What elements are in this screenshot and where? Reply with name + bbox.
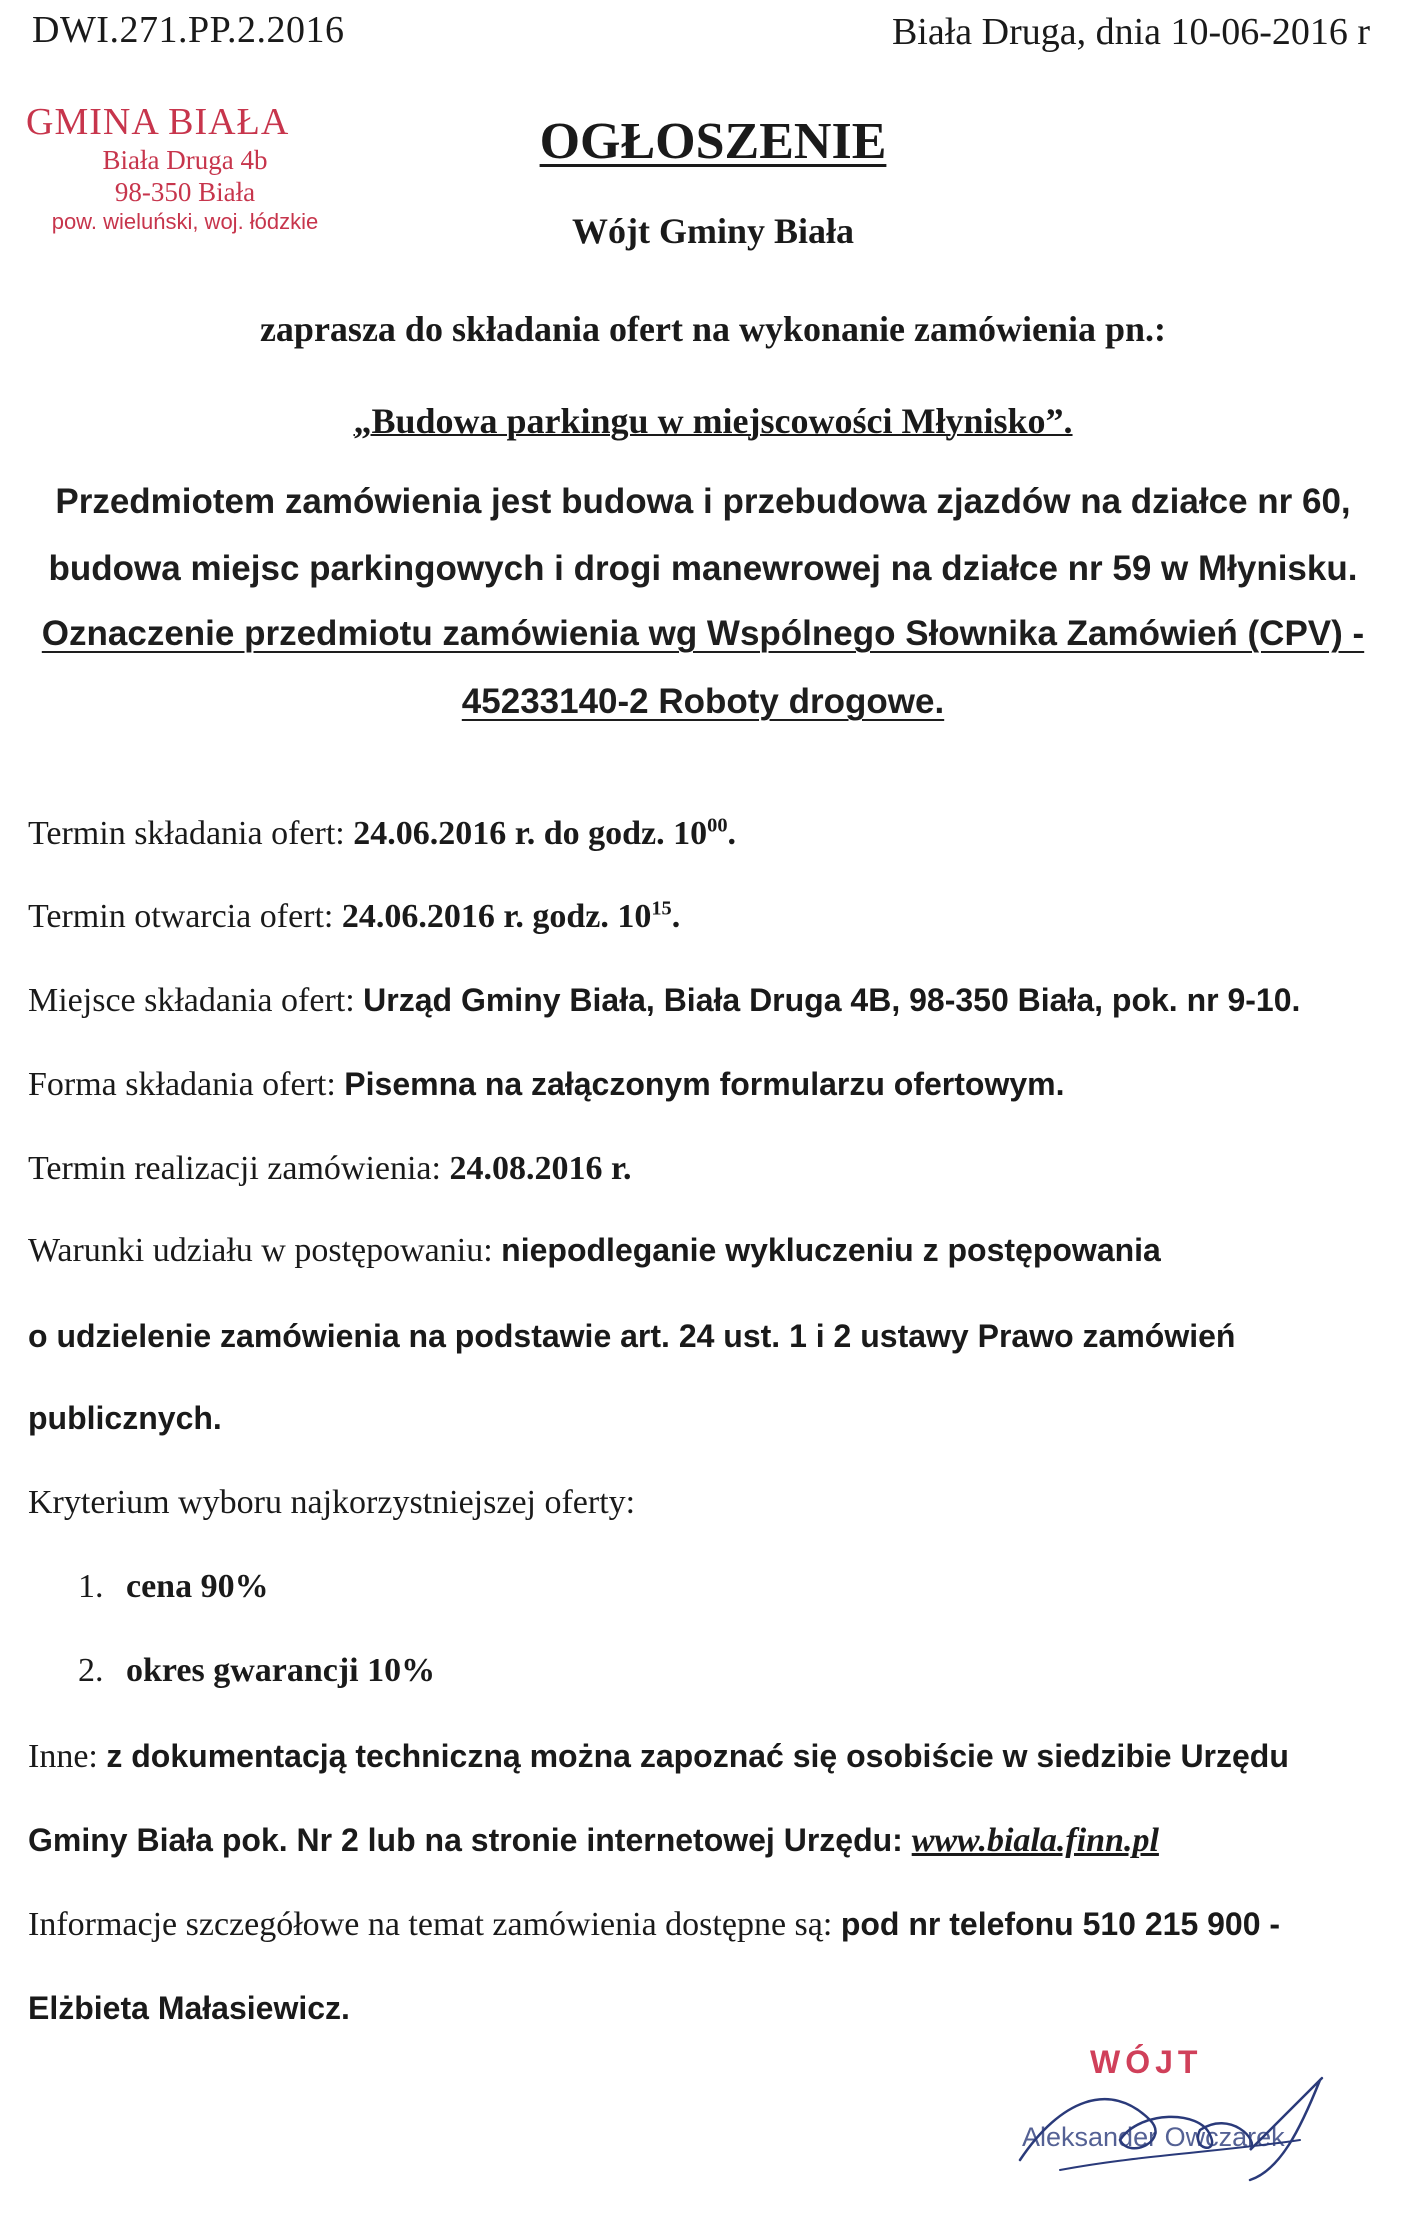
realization-label: Termin realizacji zamówienia: [28, 1150, 441, 1187]
stamp-line-name: GMINA BIAŁA [26, 101, 290, 143]
page-title: OGŁOSZENIE [539, 113, 887, 170]
info-row [28, 1906, 1280, 1944]
signature-role: WÓJT [1090, 2044, 1203, 2080]
realization-row [28, 1150, 631, 1188]
other-label: Inne: [28, 1738, 98, 1775]
offer-form-value: Pisemna na załączonym formularzu ofertowym. [344, 1066, 1065, 1102]
criteria-item [78, 1568, 269, 1606]
handwritten-signature-icon [1000, 2040, 1360, 2190]
contact-person: Elżbieta Małasiewicz. [28, 1990, 350, 2026]
invitation-text: zaprasza do składania ofert na wykonanie zamówienia pn.: [259, 309, 1167, 349]
criteria-item-text: okres gwarancji 10% [126, 1652, 436, 1689]
conditions-value: niepodleganie wykluczeniu z postępowania [501, 1232, 1161, 1268]
order-subject [0, 468, 1406, 602]
offer-deadline-value: 24.06.2016 r. do godz. $10^{00}$. [353, 814, 737, 852]
info-label: Informacje szczegółowe na temat zamówienia dostępne są: [28, 1906, 833, 1943]
conditions-continuation-2: publicznych. [28, 1400, 222, 1436]
opening-value: 24.06.2016 r. godz. $10^{15}$. [341, 897, 681, 935]
conditions-label: Warunki udziału w postępowaniu: [28, 1232, 493, 1269]
offer-place-row [28, 982, 1300, 1020]
other-continuation-text: Gminy Biała pok. Nr 2 lub na stronie internetowej Urzędu: [28, 1822, 903, 1858]
conditions-row [28, 1232, 1161, 1270]
stamp-line-postal: 98-350 Biała [114, 177, 256, 207]
conditions-continuation-1: o udzielenie zamówienia na podstawie art. 24 ust. 1 i 2 ustawy Prawo zamówień [28, 1318, 1236, 1354]
offer-deadline-row [28, 815, 736, 853]
stamp-line-street: Biała Druga 4b [102, 145, 268, 175]
offer-place-label: Miejsce składania ofert: [28, 982, 355, 1019]
stamp-line-district: pow. wieluński, woj. łódzkie [51, 209, 319, 234]
cpv-code [0, 600, 1406, 736]
other-row [28, 1738, 1289, 1776]
cpv-line-1: Oznaczenie przedmiotu zamówienia wg Wspólnego Słownika Zamówień (CPV) - [41, 614, 1365, 653]
place-date: Biała Druga, dnia 10-06-2016 r [891, 11, 1370, 53]
cpv-line-2: 45233140-2 Roboty drogowe. [461, 682, 945, 721]
criteria-item [78, 1652, 435, 1690]
realization-value: 24.08.2016 r. [449, 1150, 632, 1187]
offer-form-label: Forma składania ofert: [28, 1066, 336, 1103]
project-name: „Budowa parkingu w miejscowości Młynisko”. [353, 401, 1073, 441]
other-value: z dokumentacją techniczną można zapoznać się osobiście w siedzibie Urzędu [106, 1738, 1289, 1774]
opening-row [28, 898, 680, 936]
criteria-item-number: 2. [78, 1652, 104, 1689]
info-value: pod nr telefonu 510 215 900 - [840, 1906, 1281, 1942]
website-link[interactable]: www.biala.finn.pl [911, 1822, 1159, 1859]
document-reference: DWI.271.PP.2.2016 [32, 9, 345, 51]
opening-label: Termin otwarcia ofert: [28, 898, 334, 935]
criteria-item-number: 1. [78, 1568, 104, 1605]
other-continuation [28, 1822, 1159, 1860]
criteria-label: Kryterium wyboru najkorzystniejszej oferty: [28, 1484, 636, 1521]
offer-form-row [28, 1066, 1064, 1104]
order-subject-line-1: Przedmiotem zamówienia jest budowa i przebudowa zjazdów na działce nr 60, [55, 482, 1351, 521]
offer-place-value: Urząd Gminy Biała, Biała Druga 4B, 98-350 Biała, pok. nr 9-10. [363, 982, 1301, 1018]
offer-deadline-label: Termin składania ofert: [28, 815, 345, 852]
criteria-item-text: cena 90% [126, 1568, 269, 1605]
issuer: Wójt Gminy Biała [571, 211, 854, 251]
order-subject-line-2: budowa miejsc parkingowych i drogi manewrowej na działce nr 59 w Młynisku. [48, 549, 1358, 588]
signature-name: Aleksander Owczarek [1022, 2122, 1285, 2152]
